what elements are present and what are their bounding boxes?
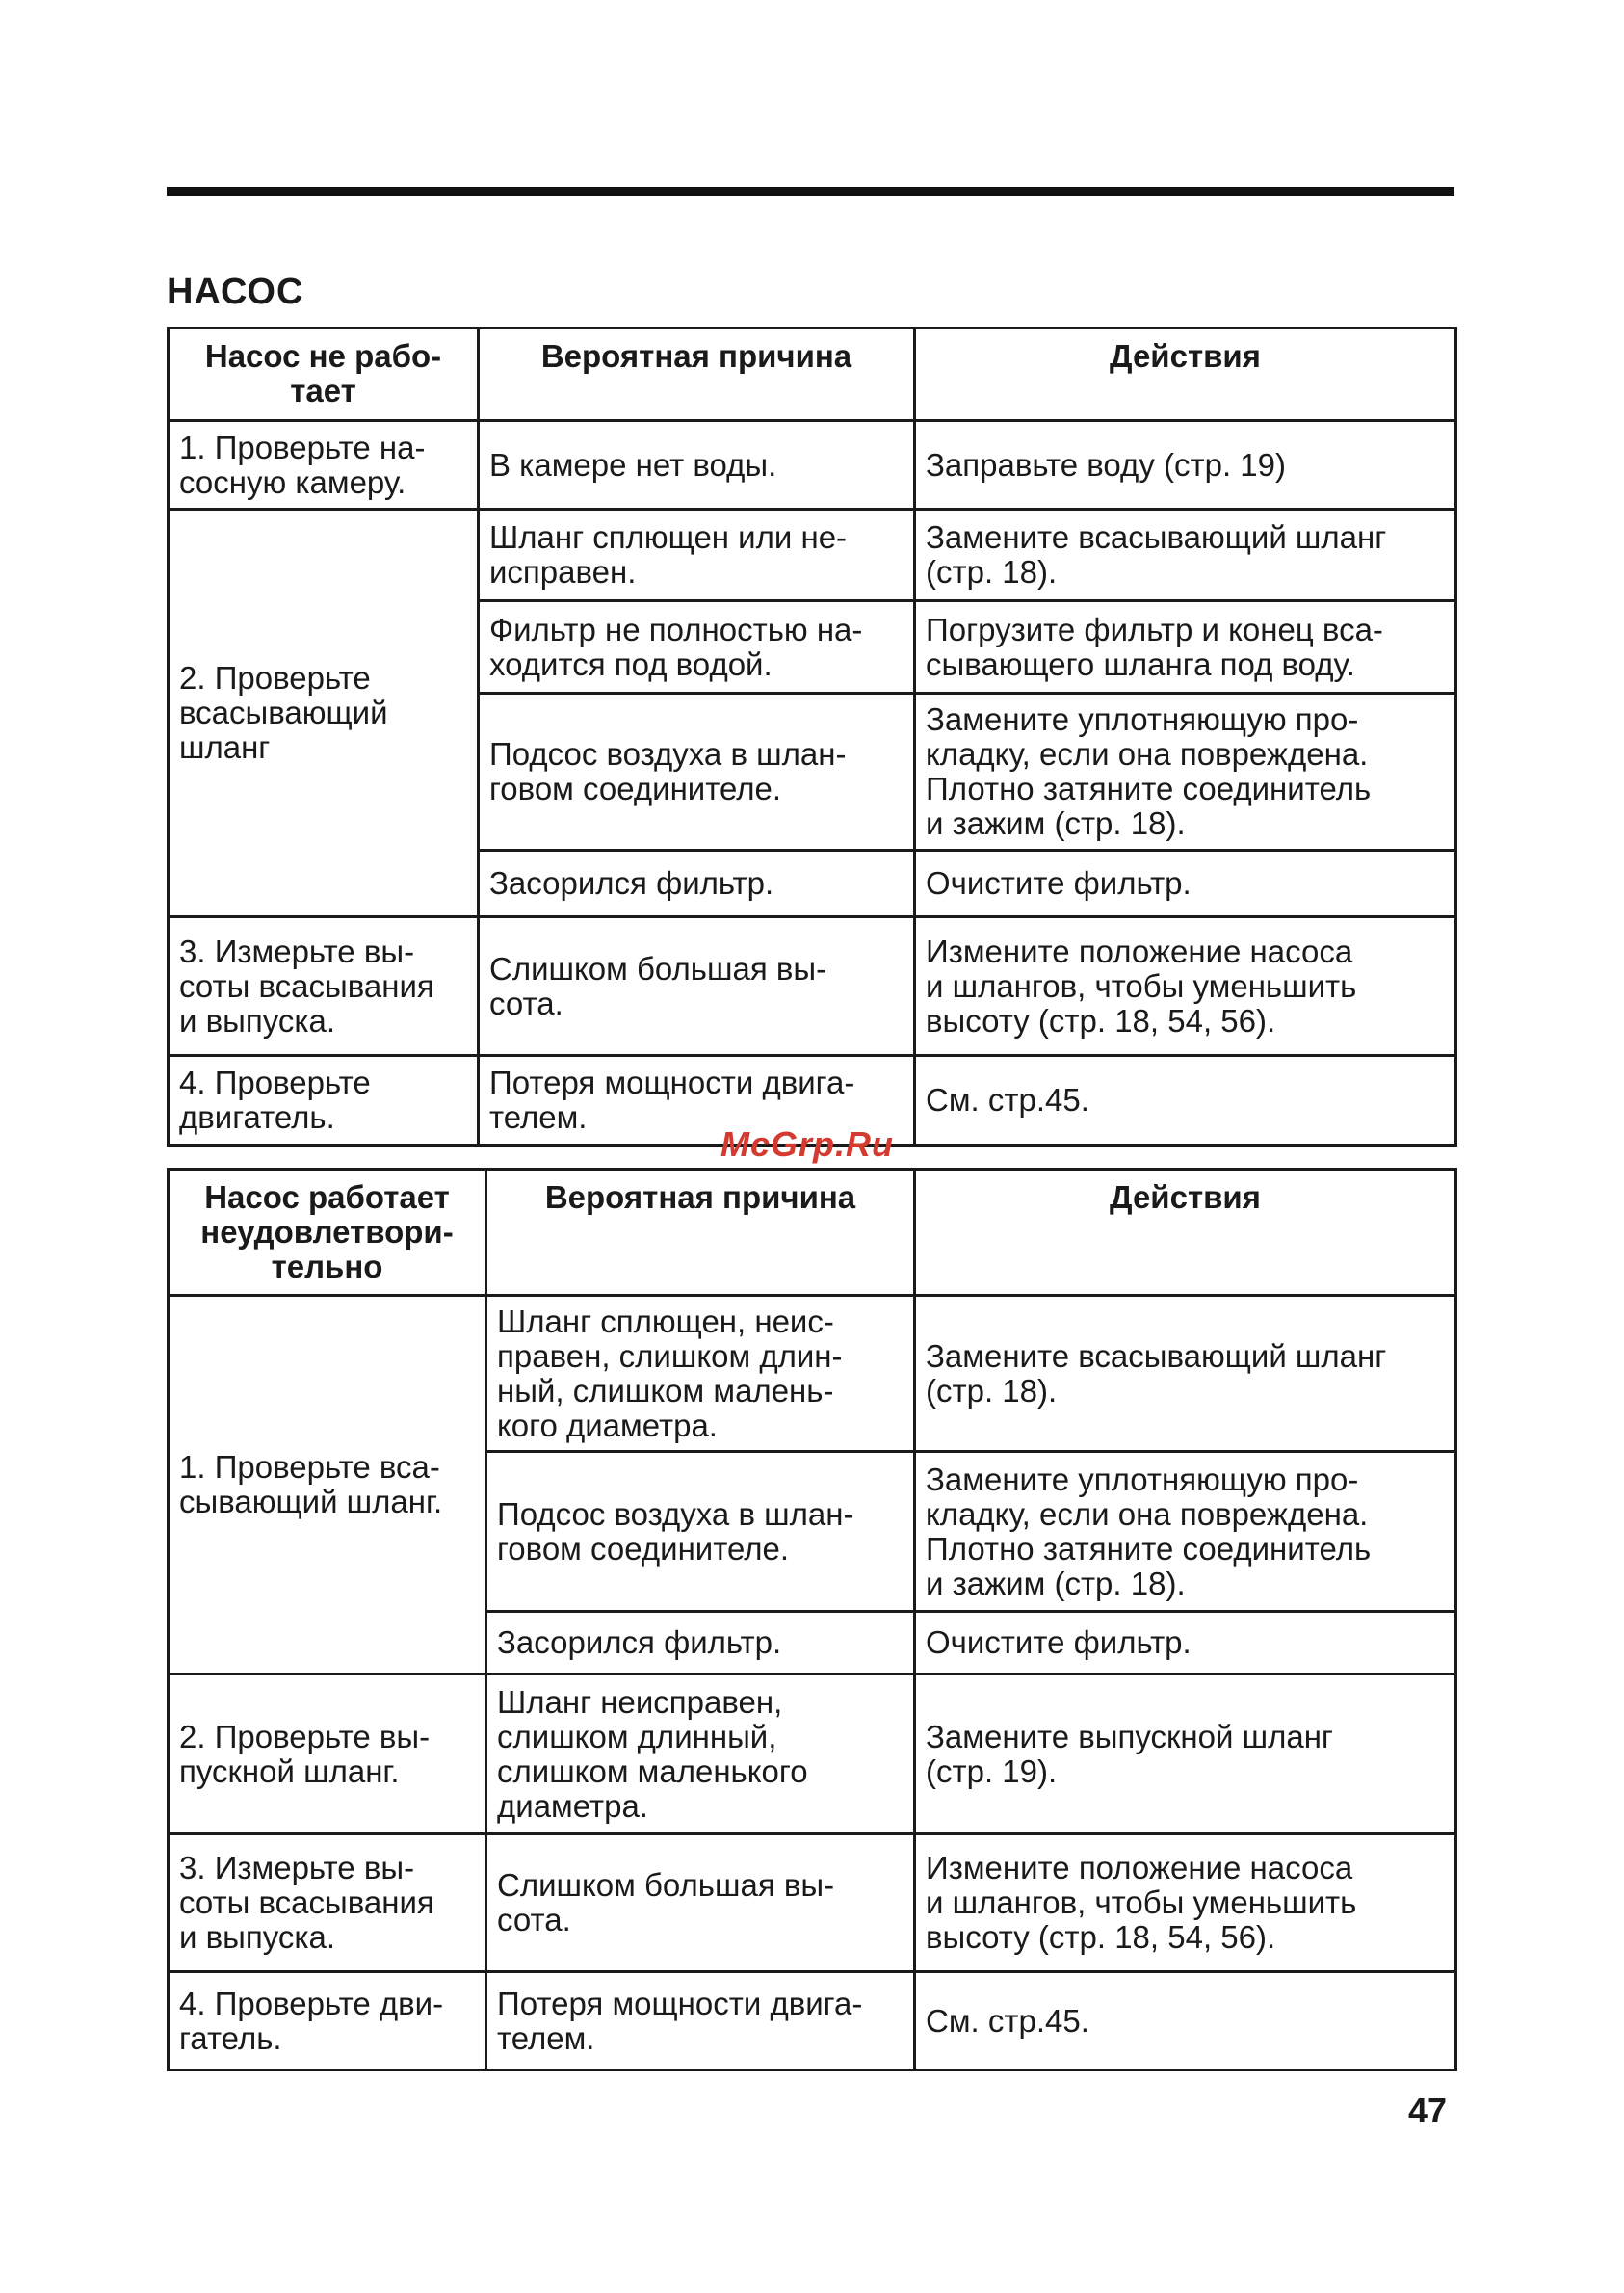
header-problem: Насос работает неудовлетвори- тельно [169,1170,486,1296]
action-cell: Замените всасывающий шланг (стр. 18). [915,510,1456,601]
action-cell: См. стр.45. [915,1056,1456,1146]
table-row [169,917,1456,1056]
table-header-row [169,1170,1456,1296]
pump-not-working-table [167,327,1457,1146]
check-cell: 1. Проверьте на- сосную камеру. [169,421,479,510]
cause-cell: Потеря мощности двига- телем. [486,1972,915,2070]
action-cell: Заправьте воду (стр. 19) [915,421,1456,510]
cause-cell: Шланг сплющен, неис- правен, слишком длин- ный, слишком малень- кого диаметра. [486,1296,915,1452]
action-cell: Замените выпускной шланг (стр. 19). [915,1674,1456,1834]
header-cause: Вероятная причина [486,1170,915,1296]
cause-cell: Подсос воздуха в шлан- говом соединителе. [479,694,915,851]
section-title: НАСОС [167,272,304,312]
table-row [169,510,1456,601]
action-cell: Очистите фильтр. [915,1612,1456,1674]
cause-cell: Слишком большая вы- сота. [486,1834,915,1972]
table-row [169,1972,1456,2070]
header-action: Действия [915,329,1456,421]
action-cell: Измените положение насоса и шлангов, чтобы уменьшить высоту (стр. 18, 54, 56). [915,917,1456,1056]
table-row [169,1834,1456,1972]
header-cause: Вероятная причина [479,329,915,421]
cause-cell: Потеря мощности двига- телем. [479,1056,915,1146]
header-action: Действия [915,1170,1456,1296]
cause-cell: Засорился фильтр. [486,1612,915,1674]
action-cell: См. стр.45. [915,1972,1456,2070]
check-cell: 4. Проверьте дви- гатель. [169,1972,486,2070]
action-cell: Замените уплотняющую про- кладку, если она повреждена. Плотно затяните соединитель и зажим (стр. 18). [915,1452,1456,1612]
check-cell: 2. Проверьте вы- пускной шланг. [169,1674,486,1834]
action-cell: Измените положение насоса и шлангов, чтобы уменьшить высоту (стр. 18, 54, 56). [915,1834,1456,1972]
table-row [169,421,1456,510]
cause-cell: Засорился фильтр. [479,851,915,917]
check-cell: 1. Проверьте вса- сывающий шланг. [169,1296,486,1674]
cause-cell: Подсос воздуха в шлан- говом соединителе. [486,1452,915,1612]
pump-works-poorly-table [167,1168,1457,2071]
table-row [169,1674,1456,1834]
cause-cell: Слишком большая вы- сота. [479,917,915,1056]
cause-cell: В камере нет воды. [479,421,915,510]
page-number: 47 [1408,2091,1448,2130]
top-rule [167,187,1454,196]
action-cell: Очистите фильтр. [915,851,1456,917]
action-cell: Замените уплотняющую про- кладку, если она повреждена. Плотно затяните соединитель и зажим (стр. 18). [915,694,1456,851]
check-cell: 3. Измерьте вы- соты всасывания и выпуска. [169,1834,486,1972]
table-row [169,1296,1456,1452]
action-cell: Замените всасывающий шланг (стр. 18). [915,1296,1456,1452]
cause-cell: Шланг неисправен, слишком длинный, слишком маленького диаметра. [486,1674,915,1834]
check-cell: 3. Измерьте вы- соты всасывания и выпуска. [169,917,479,1056]
watermark: McGrp.Ru [720,1124,895,1164]
cause-cell: Фильтр не полностью на- ходится под водой. [479,601,915,694]
action-cell: Погрузите фильтр и конец вса- сывающего шланга под воду. [915,601,1456,694]
check-cell: 2. Проверьте всасывающий шланг [169,510,479,917]
header-problem: Насос не рабо- тает [169,329,479,421]
table-header-row [169,329,1456,421]
check-cell: 4. Проверьте двигатель. [169,1056,479,1146]
cause-cell: Шланг сплющен или не- исправен. [479,510,915,601]
